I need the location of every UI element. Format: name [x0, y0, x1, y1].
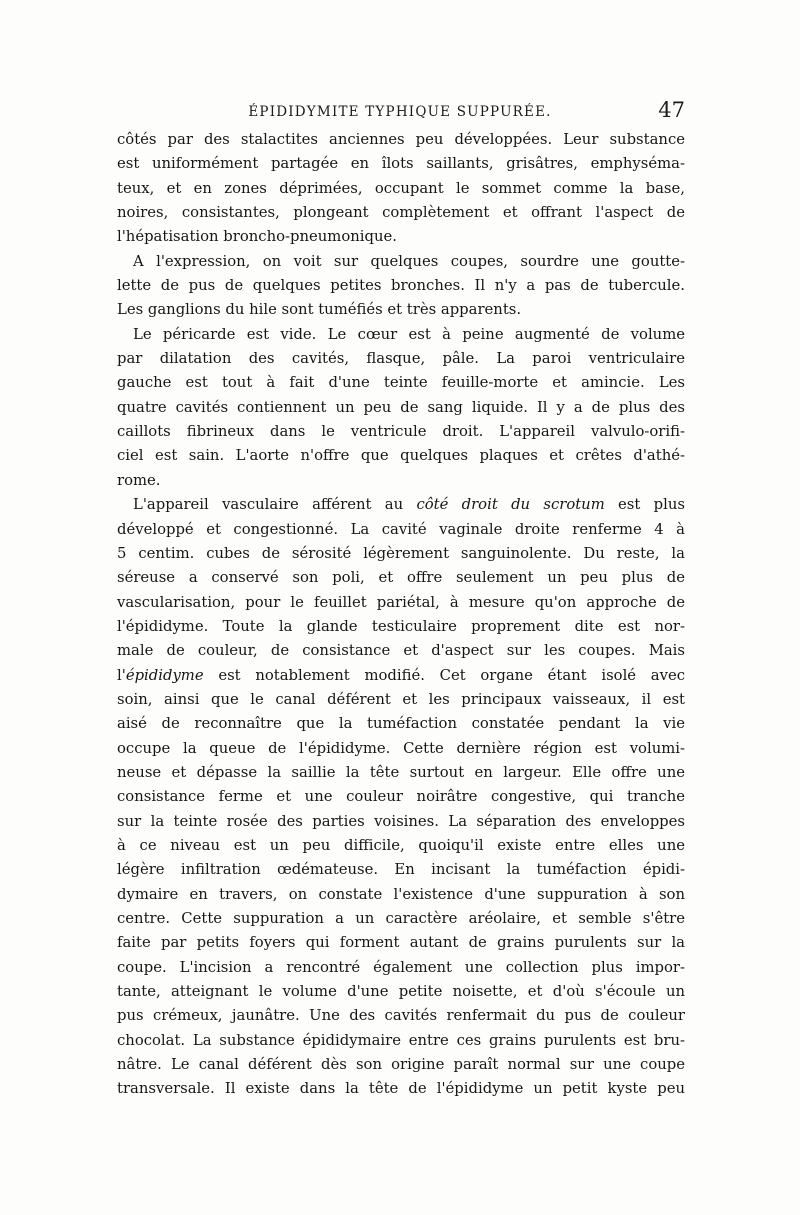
text-line: soin, ainsi que le canal déférent et les principaux vaisseaux, il est	[117, 690, 685, 708]
text-line: rome.	[117, 471, 161, 489]
text-line: ciel est sain. L'aorte n'offre que quelques plaques et crêtes d'athé-	[117, 447, 685, 465]
text-line: coupe. L'incision a rencontré également une collection plus impor-	[117, 958, 685, 976]
text-line: A l'expression, on voit sur quelques coupes, sourdre une goutte-	[133, 252, 685, 270]
text-segment: est notablement modifié. Cet organe étant isolé avec	[203, 666, 685, 684]
text-line: consistance ferme et une couleur noirâtre congestive, qui tranche	[117, 788, 685, 806]
text-line: l'épididyme. Toute la glande testiculaire proprement dite est nor-	[117, 617, 685, 635]
text-line: occupe la queue de l'épididyme. Cette dernière région est volumi-	[117, 739, 685, 757]
text-line: tante, atteignant le volume d'une petite noisette, et d'où s'écoule un	[117, 983, 685, 1001]
text-line: gauche est tout à fait d'une teinte feuille-morte et amincie. Les	[117, 374, 685, 392]
text-line: sur la teinte rosée des parties voisines. La séparation des enveloppes	[117, 812, 685, 830]
text-line: développé et congestionné. La cavité vaginale droite renferme 4 à	[117, 520, 685, 538]
text-line: quatre cavités contiennent un peu de sang liquide. Il y a de plus des	[117, 398, 685, 416]
text-segment: L'appareil vasculaire afférent au	[133, 496, 417, 514]
text-line: chocolat. La substance épididymaire entre ces grains purulents est bru-	[117, 1031, 685, 1049]
text-line: à ce niveau est un peu difficile, quoiqu'il existe entre elles une	[117, 836, 685, 854]
text-line	[117, 493, 685, 517]
running-head	[115, 98, 685, 128]
text-segment: est plus	[604, 496, 685, 514]
text-line: transversale. Il existe dans la tête de l'épididyme un petit kyste peu	[117, 1080, 685, 1098]
text-line: neuse et dépasse la saillie la tête surtout en largeur. Elle offre une	[117, 763, 685, 781]
text-line: est uniformément partagée en îlots saillants, grisâtres, emphyséma-	[117, 155, 685, 173]
text-line: Le péricarde est vide. Le cœur est à peine augmenté de volume	[133, 325, 685, 343]
body-text	[117, 128, 685, 1102]
text-line: caillots fibrineux dans le ventricule droit. L'appareil valvulo-orifi-	[117, 423, 685, 441]
italic-text-segment: côté droit du scrotum	[416, 496, 605, 514]
text-line: faite par petits foyers qui forment autant de grains purulents sur la	[117, 934, 685, 952]
text-line	[117, 664, 685, 688]
text-line: male de couleur, de consistance et d'aspect sur les coupes. Mais	[117, 642, 685, 660]
text-line: légère infiltration œdémateuse. En incisant la tuméfaction épidi-	[117, 861, 685, 879]
italic-text-segment: épididyme	[125, 666, 204, 684]
text-segment: l'	[117, 666, 126, 684]
text-line: centre. Cette suppuration a un caractère aréolaire, et semble s'être	[117, 910, 685, 927]
text-line: pus crémeux, jaunâtre. Une des cavités renfermait du pus de couleur	[117, 1007, 685, 1025]
text-line: lette de pus de quelques petites bronches. Il n'y a pas de tubercule.	[117, 277, 685, 295]
page-number: 47	[658, 98, 685, 122]
text-line: Les ganglions du hile sont tuméfiés et très apparents.	[117, 301, 522, 319]
text-line: par dilatation des cavités, flasque, pâle. La paroi ventriculaire	[117, 350, 685, 368]
text-line: teux, et en zones déprimées, occupant le sommet comme la base,	[117, 179, 685, 197]
text-line: 5 centim. cubes de sérosité légèrement sanguinolente. Du reste, la	[117, 544, 685, 562]
text-line: l'hépatisation broncho-pneumonique.	[117, 228, 397, 246]
text-line: vascularisation, pour le feuillet pariétal, à mesure qu'on approche de	[117, 593, 685, 611]
text-line: côtés par des stalactites anciennes peu développées. Leur substance	[117, 131, 685, 148]
text-line: nâtre. Le canal déférent dès son origine paraît normal sur une coupe	[117, 1056, 685, 1074]
text-line: noires, consistantes, plongeant complètement et offrant l'aspect de	[117, 204, 685, 222]
text-line: aisé de reconnaître que la tuméfaction constatée pendant la vie	[117, 715, 685, 733]
running-title: ÉPIDIDYMITE TYPHIQUE SUPPURÉE.	[248, 104, 552, 120]
text-line: dymaire en travers, on constate l'existence d'une suppuration à son	[117, 885, 685, 903]
text-line: séreuse a conservé son poli, et offre seulement un peu plus de	[117, 569, 685, 587]
